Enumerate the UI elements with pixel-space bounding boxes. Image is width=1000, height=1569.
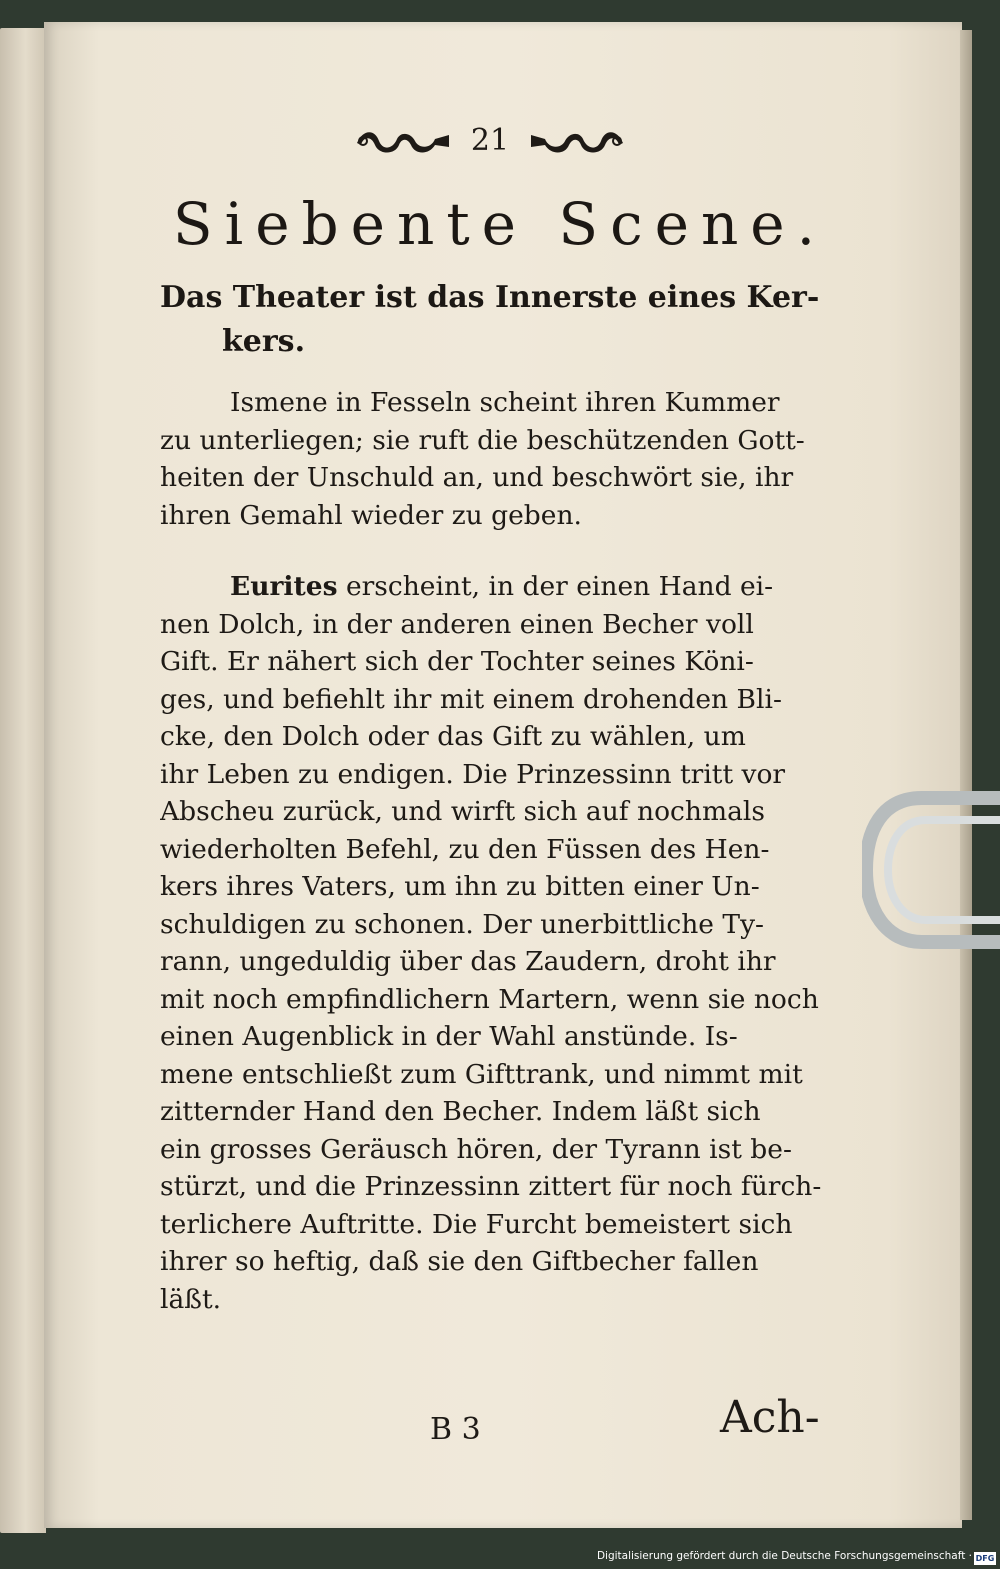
stage-direction	[160, 276, 850, 364]
paragraph-ismene	[160, 384, 840, 534]
text-line: ihrer so heftig, daß sie den Giftbecher fallen	[160, 1246, 759, 1277]
stage-direction-line-1: Das Theater ist das Innerste eines Ker-	[160, 280, 820, 315]
right-ornament-icon	[527, 125, 627, 155]
text-line: cke, den Dolch oder das Gift zu wählen, um	[160, 721, 746, 752]
text-line: mene entschließt zum Gifttrank, und nimmt mit	[160, 1058, 803, 1090]
text-line: kers ihres Vaters, um ihn zu bitten einer Un-	[160, 871, 760, 902]
text-line: rann, ungeduldig über das Zaudern, droht ihr	[160, 946, 776, 977]
page-thickness-edge	[960, 30, 972, 1520]
paragraph-eurites	[160, 568, 840, 1318]
catchword: Ach-	[720, 1392, 820, 1443]
text-line: heiten der Unschuld an, und beschwört sie, ihr	[160, 462, 794, 494]
character-name: Eurites	[230, 571, 338, 602]
text-line: ges, und befiehlt ihr mit einem drohenden Bli-	[160, 683, 782, 715]
text-line: ihr Leben zu endigen. Die Prinzessinn tritt vor	[160, 758, 786, 790]
left-ornament-icon	[353, 125, 453, 155]
previous-page-edge	[0, 28, 46, 1533]
text-line: Ismene in Fesseln scheint ihren Kummer	[230, 387, 780, 418]
text-line: ihren Gemahl wieder zu geben.	[160, 499, 582, 531]
text-line	[160, 568, 840, 606]
text-line: zitternder Hand den Becher. Indem läßt sich	[160, 1096, 761, 1127]
page-number: 21	[470, 122, 510, 158]
text-line: Gift. Er nähert sich der Tochter seines Köni-	[160, 646, 754, 677]
text-line: Abscheu zurück, und wirft sich auf nochmals	[160, 796, 765, 827]
page-clip-icon	[862, 790, 1000, 950]
text-line: mit noch empfindlichern Martern, wenn sie noch	[160, 983, 819, 1015]
text-line: zu unterliegen; sie ruft die beschützenden Gott-	[160, 424, 805, 456]
text-line: nen Dolch, in der anderen einen Becher voll	[160, 608, 754, 640]
stage-direction-line-2: kers.	[222, 324, 306, 359]
scene-title: Siebente Scene.	[172, 190, 828, 258]
signature-mark: B 3	[430, 1412, 481, 1447]
text-line: läßt.	[160, 1283, 222, 1315]
text-line: einen Augenblick in der Wahl anstünde. Is-	[160, 1021, 738, 1052]
text-line: schuldigen zu schonen. Der unerbittliche Ty-	[160, 908, 765, 940]
text-line: terlichere Auftritte. Die Furcht bemeistert sich	[160, 1208, 793, 1240]
dfg-logo-icon: DFG	[975, 1554, 995, 1563]
page-header	[340, 118, 640, 162]
text-line: ein grosses Geräusch hören, der Tyrann ist be-	[160, 1133, 792, 1165]
text-line: stürzt, und die Prinzessinn zittert für noch fürch-	[160, 1171, 822, 1202]
text-fragment: erscheint, in der einen Hand ei-	[337, 571, 774, 602]
text-line: wiederholten Befehl, zu den Füssen des Hen-	[160, 833, 770, 865]
funding-credit: Digitalisierung gefördert durch die Deutsche Forschungsgemeinschaft ·	[596, 1550, 972, 1562]
